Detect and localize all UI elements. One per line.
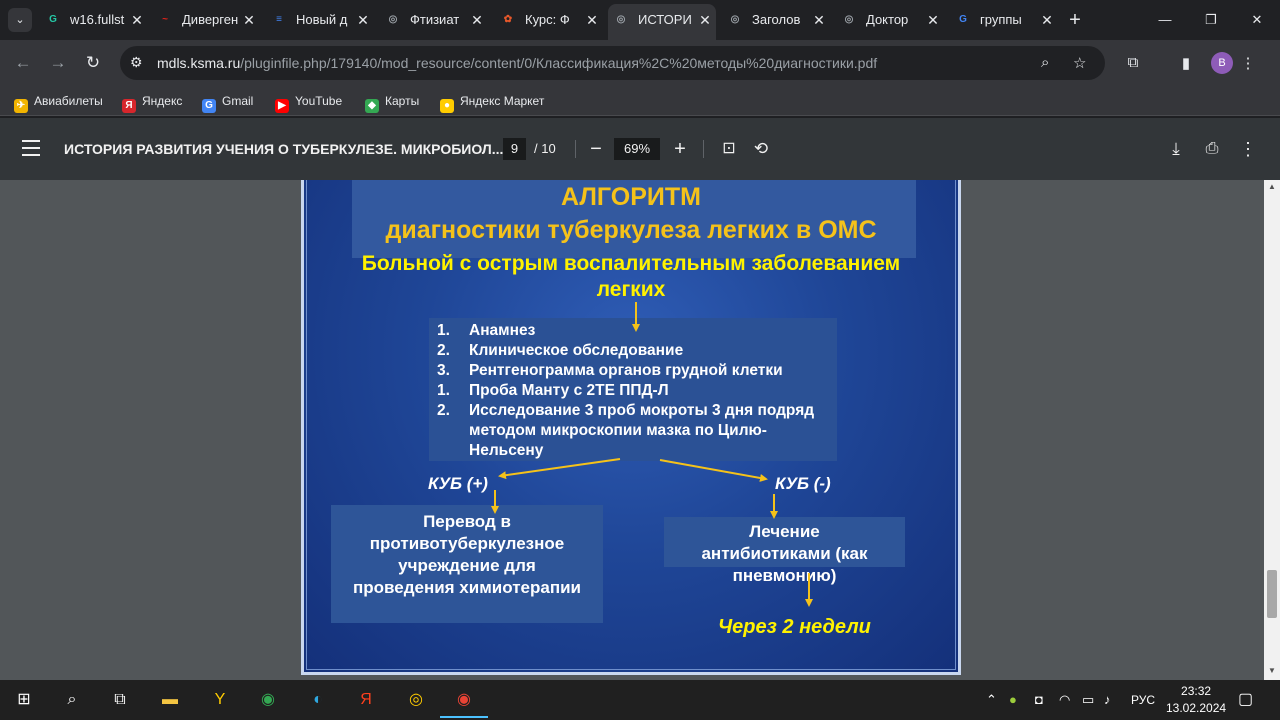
tab-close-icon[interactable]: ✕: [357, 12, 369, 28]
tab-close-icon[interactable]: ✕: [1041, 12, 1053, 28]
tray-camera-icon[interactable]: ◘: [1035, 692, 1043, 707]
tab-strip: [0, 0, 1280, 40]
bookmark-icon: G: [202, 99, 216, 113]
tab-title: Диверген: [182, 12, 239, 27]
arrow-to-kub-positive: [500, 459, 620, 476]
arrow-to-kub-negative: [660, 460, 766, 479]
bookmarks-bar: [0, 86, 1280, 116]
tab-close-icon[interactable]: ✕: [131, 12, 143, 28]
tab-5[interactable]: [608, 4, 716, 40]
bookmark-5[interactable]: [440, 92, 544, 110]
bookmark-label: Яндекс: [142, 94, 183, 108]
more-options-icon[interactable]: ⋮: [1239, 139, 1257, 159]
bookmark-3[interactable]: [275, 92, 342, 110]
divider: [575, 140, 576, 158]
step-number: 1.: [437, 382, 450, 399]
bookmark-label: Яндекс Маркет: [460, 94, 545, 108]
download-icon[interactable]: ⤓: [1172, 139, 1180, 158]
back-icon[interactable]: ←: [14, 53, 32, 72]
tab-8[interactable]: [950, 6, 1058, 34]
tab-1[interactable]: [152, 6, 260, 34]
fit-page-icon[interactable]: ⊡: [722, 140, 736, 157]
tab-favicon-icon: ◎: [388, 14, 398, 25]
patient-line-1: Больной с острым воспалительным заболеванием: [361, 252, 901, 275]
volume-icon[interactable]: ♪: [1104, 692, 1111, 707]
bookmark-icon: ✈: [14, 99, 28, 113]
tab-title: группы: [980, 12, 1022, 27]
address-bar[interactable]: [120, 46, 1105, 80]
menu-kebab-icon[interactable]: ⋮: [1240, 55, 1256, 72]
step-text: Исследование 3 проб мокроты 3 дня подряд методом микроскопии мазка по Цилю-Нельсену: [469, 402, 815, 459]
windows-taskbar: [0, 680, 1280, 720]
tab-close-icon[interactable]: ✕: [243, 12, 255, 28]
kub-negative: КУБ (-): [775, 474, 831, 493]
yandex-icon[interactable]: Я: [360, 691, 372, 708]
pdf-toolbar: [0, 118, 1280, 180]
tab-close-icon[interactable]: ✕: [699, 12, 711, 28]
bookmark-label: YouTube: [295, 94, 343, 108]
antibiotics-text: Лечение антибиотиками (как пневмонию): [701, 522, 868, 585]
start-button[interactable]: ⊞: [17, 691, 31, 708]
tab-title: Заголов: [752, 12, 801, 27]
file-explorer-icon[interactable]: ▬: [162, 691, 178, 708]
print-icon[interactable]: ⎙: [1205, 140, 1219, 157]
bookmark-1[interactable]: [122, 92, 182, 110]
tab-close-icon[interactable]: ✕: [586, 12, 598, 28]
site-info-icon[interactable]: ⚙: [130, 54, 143, 70]
step-number: 2.: [437, 342, 450, 359]
bookmark-2[interactable]: [202, 92, 253, 110]
zoom-in-button[interactable]: +: [674, 138, 686, 160]
scrollbar-thumb[interactable]: [1267, 570, 1277, 618]
bookmark-4[interactable]: [365, 92, 419, 110]
yandex-browser-icon[interactable]: Y: [214, 691, 226, 708]
tab-favicon-icon: G: [49, 14, 57, 25]
url-path: /pluginfile.php/179140/mod_resource/content/0/Классификация%2C%20методы%20диагностики.pdf: [240, 55, 878, 71]
step-text: Рентгенограмма органов грудной клетки: [469, 362, 783, 379]
url-text[interactable]: [157, 55, 877, 71]
rotate-icon[interactable]: ⟲: [753, 139, 769, 158]
tab-favicon-icon: ◎: [730, 14, 740, 25]
new-tab-button[interactable]: +: [1069, 9, 1081, 31]
tab-6[interactable]: [722, 6, 830, 34]
forward-icon[interactable]: →: [49, 53, 67, 72]
zoom-icon[interactable]: ⌕: [1041, 54, 1050, 71]
page-total: / 10: [534, 141, 556, 156]
close-window-button[interactable]: ✕: [1251, 12, 1263, 27]
language-indicator[interactable]: РУС: [1131, 693, 1156, 707]
battery-icon[interactable]: ▭: [1082, 692, 1095, 707]
patient-line-2: легких: [596, 278, 666, 301]
tab-title: Доктор: [866, 12, 909, 27]
scrollbar[interactable]: [1264, 180, 1280, 680]
chrome-icon[interactable]: ◉: [261, 691, 275, 708]
after-two-weeks: Через 2 недели: [718, 616, 871, 638]
clock-date: 13.02.2024: [1166, 701, 1227, 715]
pdf-title: ИСТОРИЯ РАЗВИТИЯ УЧЕНИЯ О ТУБЕРКУЛЕЗЕ. МИКРОБИОЛ...: [64, 141, 504, 157]
tab-favicon-icon: ~: [162, 14, 168, 25]
divider: [703, 140, 704, 158]
tab-0[interactable]: [40, 6, 148, 34]
flow-arrows: [304, 180, 958, 675]
tab-favicon-icon: ◎: [844, 14, 854, 25]
tab-2[interactable]: [266, 6, 374, 34]
task-view-icon[interactable]: ⧉: [114, 691, 126, 708]
zoom-out-button[interactable]: −: [590, 138, 602, 160]
transfer-text: Перевод в противотуберкулезное учреждение для проведения химиотерапии: [352, 512, 581, 597]
reload-icon[interactable]: ↻: [85, 53, 101, 72]
tab-7[interactable]: [836, 6, 944, 34]
tab-favicon-icon: G: [959, 14, 967, 25]
bookmark-icon: ◆: [365, 99, 379, 113]
kub-positive: КУБ (+): [428, 474, 488, 493]
extensions-icon[interactable]: ⧉: [1127, 54, 1139, 71]
tab-close-icon[interactable]: ✕: [471, 12, 483, 28]
tab-title: ИСТОРИ: [638, 12, 692, 27]
clock[interactable]: [1166, 683, 1226, 717]
minimize-button[interactable]: —: [1158, 12, 1172, 27]
pdf-page: [301, 180, 961, 675]
tab-favicon-icon: ✿: [503, 14, 513, 25]
wifi-icon[interactable]: ◠: [1059, 692, 1071, 707]
step-text: Анамнез: [469, 322, 536, 339]
bookmark-icon: ●: [440, 99, 454, 113]
search-icon[interactable]: ⌕: [67, 691, 77, 708]
step-text: Проба Манту с 2ТЕ ППД-Л: [469, 382, 669, 399]
scroll-down-icon[interactable]: ▼: [1268, 666, 1276, 675]
tab-title: Курс: Ф: [525, 12, 570, 27]
browser-toolbar: [0, 40, 1280, 86]
bookmark-0[interactable]: [14, 92, 103, 110]
yandex-market-icon[interactable]: ◎: [409, 691, 423, 708]
step-number: 1.: [437, 322, 450, 339]
slide-title: АЛГОРИТМ: [561, 183, 701, 211]
bookmark-label: Карты: [385, 94, 420, 108]
maximize-button[interactable]: ❐: [1205, 12, 1217, 27]
step-number: 2.: [437, 402, 450, 419]
bookmark-icon: ▶: [275, 99, 289, 113]
tab-title: Фтизиат: [410, 12, 460, 27]
step-number: 3.: [437, 362, 450, 379]
chrome-profile-icon[interactable]: ◉: [440, 680, 488, 718]
bookmark-label: Авиабилеты: [34, 94, 103, 108]
bookmark-label: Gmail: [222, 94, 254, 108]
tab-favicon-icon: ◎: [616, 14, 626, 25]
bookmark-icon: Я: [122, 99, 136, 113]
tab-close-icon[interactable]: ✕: [813, 12, 825, 28]
side-panel-icon[interactable]: ▮: [1181, 55, 1191, 72]
bookmark-star-icon[interactable]: ☆: [1073, 55, 1087, 72]
tab-title: w16.fullst: [70, 12, 125, 27]
tab-favicon-icon: ≡: [276, 14, 282, 25]
tab-search-button[interactable]: ⌄: [8, 8, 32, 32]
page-number-input[interactable]: 9: [503, 138, 526, 160]
tab-3[interactable]: [380, 6, 488, 34]
tab-4[interactable]: [495, 6, 603, 34]
tray-app-icon[interactable]: ●: [1009, 692, 1017, 707]
url-domain: mdls.ksma.ru: [157, 55, 241, 71]
clock-time: 23:32: [1181, 684, 1212, 698]
zoom-input[interactable]: 69%: [614, 138, 660, 160]
tab-title: Новый д: [296, 12, 348, 27]
step-text: Клиническое обследование: [469, 342, 684, 359]
notifications-icon[interactable]: ▢: [1238, 691, 1254, 708]
tray-overflow-icon[interactable]: ⌃: [986, 692, 997, 707]
profile-avatar[interactable]: В: [1211, 52, 1233, 74]
tab-close-icon[interactable]: ✕: [927, 12, 939, 28]
scroll-up-icon[interactable]: ▲: [1268, 182, 1276, 191]
edge-icon[interactable]: ◐: [313, 691, 323, 708]
sidebar-menu-icon[interactable]: [22, 140, 40, 156]
slide-subtitle: диагностики туберкулеза легких в ОМС: [385, 216, 877, 244]
